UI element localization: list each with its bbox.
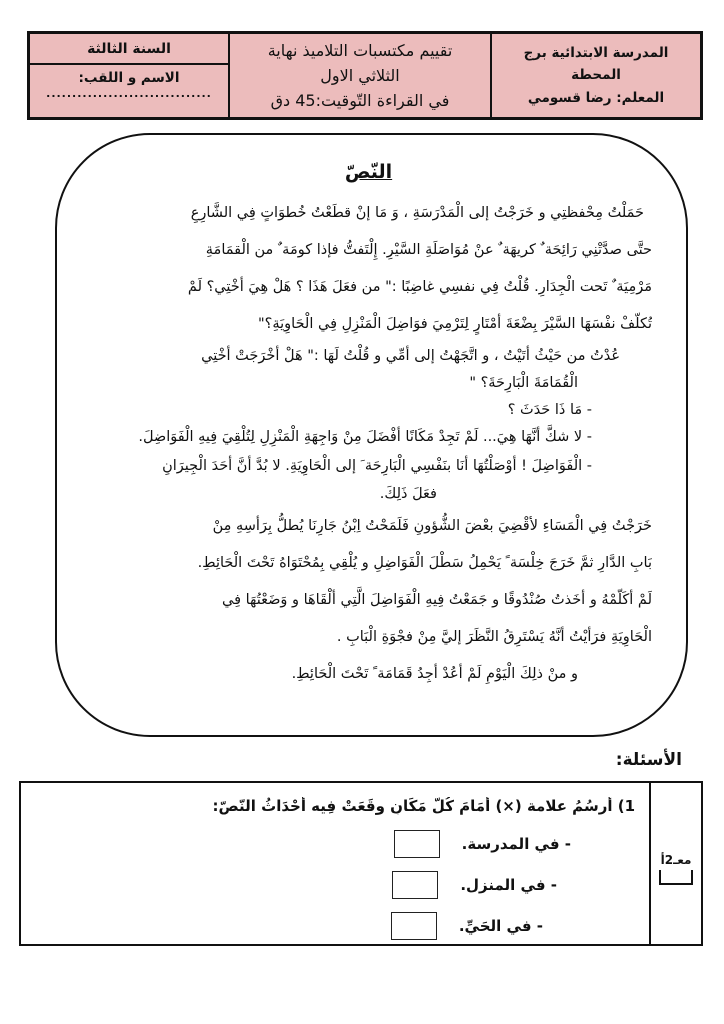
checkbox[interactable] — [392, 871, 438, 899]
question-1-box — [19, 781, 703, 946]
passage-line: و منْ ذلِكَ الْيَوْمِ لَمْ أعُدْ أجِدُ قَمَامَة ً تَحْتَ الْحَائِطِ. — [291, 666, 578, 682]
passage-line: بَابِ الدَّارِ ثمَّ خَرَجَ خِلْسَة ً يَحْمِلُ سَطْلَ الْفَوَاضِلِ و يُلْقِي بِمُحْتَوَاهُ تَحْتَ الْحَائِطِ. — [197, 555, 652, 571]
question-1-option-neighborhood — [31, 912, 635, 940]
passage-line: حَمَلْتُ مِحْفظتِي و خَرَجْتُ إلى الْمَدْرَسَةِ ، وَ مَا إنْ قطَعْتُ خُطوَاتٍ فِي الشَّارِعِ — [190, 205, 644, 221]
option-label: - في المدرسة. — [461, 835, 571, 853]
passage-line: - مَا ذَا حَدَثَ ؟ — [507, 402, 592, 418]
passage-box — [55, 133, 688, 737]
student-info-cell — [30, 34, 228, 117]
evaluation-subject-duration: في القراءة التّوقيت:45 دق — [270, 90, 450, 110]
passage-line: عُدْتُ من حَيْثُ أتَيْتُ ، و اتَّجَهْتُ إلى أمِّي و قُلْتُ لَهَا :" هَلْ أخْرَجَتْ أخْتِي — [201, 348, 620, 364]
questions-heading: الأسئلة: — [615, 750, 682, 770]
passage-line: تُكلّفْ نفْسَهَا السَّيْرَ بِضْعَةَ أمْتَارٍ لِتَرْمِيَ فوَاضِلَ الْمَنْزِلِ فِي الْحَاوِيَةِ؟" — [257, 316, 652, 332]
evaluation-title-line2: الثلاثي الاول — [320, 65, 400, 85]
grade-year-label: السنة الثالثة — [30, 34, 228, 65]
option-label: - في المنزل. — [460, 876, 557, 894]
student-name-fill-in[interactable]: ................................ — [46, 87, 212, 100]
school-name-line1: المدرسة الابتدائية برج — [523, 45, 669, 61]
passage-line: - الْفَوَاضِلَ ! أوْصَلْتُهَا أنَا بنَفْسِي الْبَارِحَة َ إلى الْحَاوِيَةِ. لا بُدَّ أنَّ أحَدَ الْجِيرَانِ — [162, 458, 592, 474]
evaluation-title-line1: تقييم مكتسبات التلاميذ نهاية — [267, 41, 453, 60]
passage-line: الْحَاوِيَةِ فرَأيْتُ أنَّهُ يَسْتَرِقُ النَّظَرَ إليَّ مِنْ فجْوَةِ الْبَابِ . — [336, 629, 652, 645]
passage-line: فعَلَ ذَلِكَ. — [379, 486, 437, 502]
question-1-option-home — [31, 871, 635, 899]
teacher-name: المعلم: رضا قسومي — [527, 89, 665, 106]
passage-line: - لا شكَّ أنَّهَا هِيَ... لَمْ تَجِدْ مَكَانًا أفْضَلَ مِنْ وَاجِهَةِ الْمَنْزِلِ لِتُلْقِيَ فِيهِ الْفَوَاضِلَ. — [138, 429, 592, 445]
school-name-line2: المحطة — [571, 67, 621, 84]
score-entry-bracket[interactable] — [659, 870, 693, 885]
score-column — [649, 783, 701, 944]
question-1-option-school — [31, 830, 635, 858]
passage-line: مَرْمِيَة ٌ تَحت الْجِدَارِ. قُلْتُ فِي نفسِي غاضِبًا :" من فعَلَ هَذَا ؟ هَلْ هِيَ أخْتِي؟ لَمْ — [187, 279, 652, 295]
passage-line: خَرَجْتُ فِي الْمَسَاءِ لأقْضِيَ بعْضَ الشُّؤونِ فَلَمَحْتُ اِبْنُ جَارِنَا يُطلُّ بِرَأسِهِ مِنْ — [212, 518, 652, 534]
score-criterion-label: معـ2أ — [660, 852, 692, 867]
question-1-label: 1) أرسُمُ علامة (×) أمَامَ كُلّ مَكَانٍ وقَعَتْ فِيه أحْدَاثُ النّصّ: — [212, 797, 635, 815]
checkbox[interactable] — [391, 912, 437, 940]
passage-line: حتَّى صدَّتْنِي رَائِحَة ٌ كريهَة ٌ عنْ مُوَاصَلَةِ السَّيْرِ. إِلْتَفتُّ فإذا كومَة ٌ من الْقمَامَةِ — [205, 242, 652, 258]
passage-title: النّصّ — [344, 161, 393, 183]
student-name-label: الاسم و اللقب: — [78, 70, 180, 86]
question-1-area — [21, 783, 649, 944]
header-table — [27, 31, 703, 120]
checkbox[interactable] — [394, 830, 440, 858]
passage-line: الْقُمَامَةَ الْبَارِحَةَ؟ " — [469, 375, 578, 391]
evaluation-title-cell — [228, 34, 490, 117]
passage-line: لَمْ أكَلّمْهُ و أخَذتُ صُنْدُوقًا و جَمَعْتُ فِيهِ الْفَوَاضِلَ الَّتِي ألْقَاهَا و وَضَعْتُهَا فِي — [221, 592, 652, 608]
student-name-row — [30, 65, 228, 117]
option-label: - في الحَيِّ. — [458, 917, 543, 935]
school-info-cell — [490, 34, 700, 117]
